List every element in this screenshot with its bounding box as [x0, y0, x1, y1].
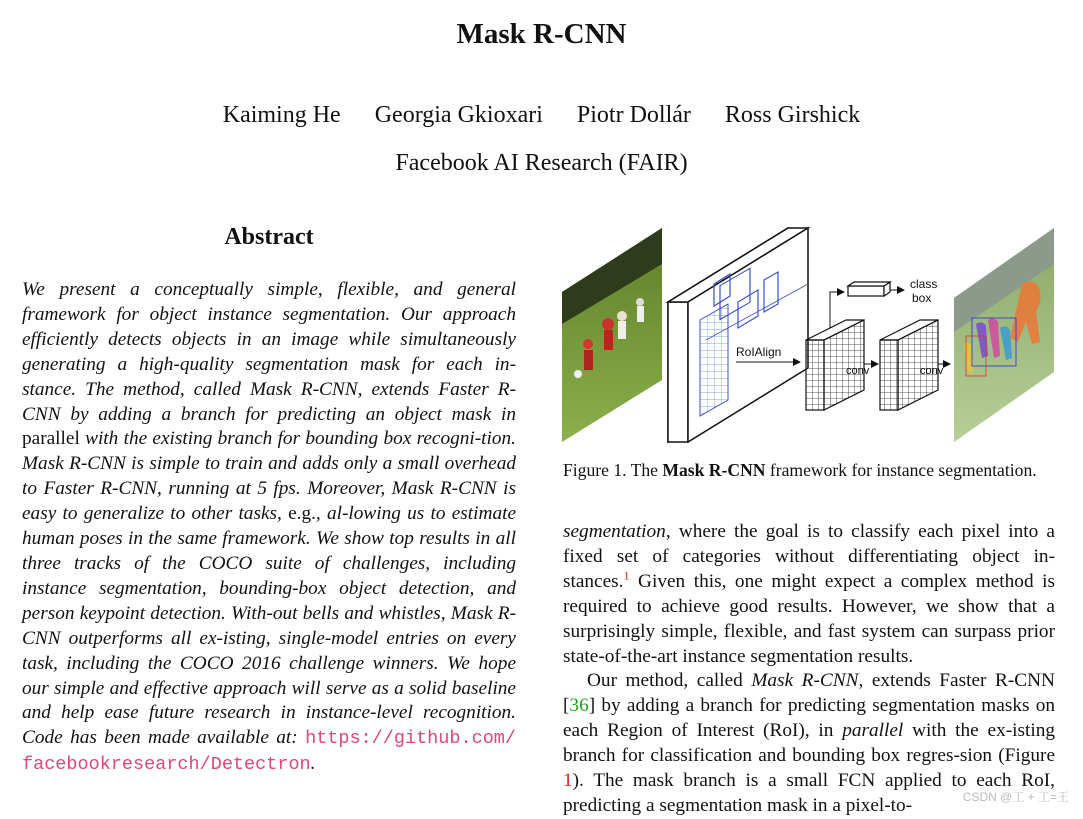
caption-suffix: framework for instance segmentation. — [765, 460, 1037, 480]
author-2: Georgia Gkioxari — [374, 102, 543, 128]
author-list — [0, 102, 1083, 129]
body-text: with the ex-isting branch for classification and bounding box regres-sion (Figure — [563, 720, 1055, 767]
affiliation: Facebook AI Research (FAIR) — [395, 150, 688, 176]
body-column — [563, 520, 1055, 819]
caption-bold: Mask R-CNN — [662, 460, 766, 480]
body-italic-segmentation: segmentation — [563, 521, 666, 542]
box-label: box — [912, 291, 932, 305]
code-url-link[interactable]: https://github.com/ facebookresearch/Detectron — [22, 728, 516, 776]
class-label: class — [910, 277, 938, 291]
backbone-block — [668, 228, 808, 442]
body-paragraph-1 — [563, 520, 1055, 669]
abstract-heading: Abstract — [224, 224, 314, 250]
input-image — [562, 228, 662, 442]
body-text: , extends Faster R-CNN [ — [563, 670, 1055, 717]
abstract-part-2: with the existing branch for bounding box recogni-tion. Mask R-CNN is simple to train and adds only a small overhead to Faster R-CNN, running at 5 fps. Moreover, Mask R-CNN is easy to generalize to other tasks, — [22, 428, 516, 525]
citation-link[interactable]: 36 — [569, 695, 589, 717]
abstract-text — [22, 278, 516, 778]
figure-ref-link[interactable]: 1 — [563, 770, 573, 792]
body-text: ). The mask branch is a small FCN applied to each RoI, predicting a segmentation mask in a pixel-to- — [563, 770, 1055, 816]
abstract-end: . — [310, 753, 316, 775]
abstract-part-1: We present a conceptually simple, flexible, and general framework for object instance segmentation. Our approach efficiently detects objects in an image while simultaneously generating a high-quality segmentation mask for each in-stance. The method, called Mask R-CNN, extends Faster R-CNN by adding a branch for predicting an object mask in — [22, 279, 516, 425]
conv-label-1: conv — [846, 365, 870, 377]
author-1: Kaiming He — [222, 102, 341, 128]
footnote-ref[interactable]: 1 — [623, 568, 630, 583]
body-text: ] by adding a branch for predicting segmentation masks on each Region of Interest (RoI), in — [563, 695, 1055, 742]
author-4: Ross Girshick — [724, 102, 861, 128]
body-text: Given this, one might expect a complex method is required to achieve good results. However, we show that a surprisingly simple, flexible, and fast system can surpass prior state-of-the-art instance segmentation results. — [563, 570, 1055, 667]
abstract-upright-1: parallel — [22, 428, 80, 450]
abstract-part-3: , al-lowing us to estimate human poses in the same framework. We show top results in all three tracks of the COCO suite of challenges, including instance segmentation, bounding-box object detection, and person keypoint detection. With-out bells and whistles, Mask R-CNN outperforms all ex-isting, single-model entries on every task, including the COCO 2016 challenge winners. We hope our simple and effective approach will serve as a solid baseline and help ease future research in instance-level recognition. Code has been made available at: — [22, 503, 516, 749]
figure-caption — [563, 460, 1058, 481]
body-italic-mask-rcnn: Mask R-CNN — [751, 670, 859, 692]
fc-head — [848, 282, 890, 296]
author-3: Piotr Dollár — [576, 102, 691, 128]
output-image — [954, 228, 1054, 442]
body-text: Our method, called — [587, 670, 752, 692]
paper-title: Mask R-CNN — [456, 18, 627, 50]
body-text: , where the goal is to classify each pixel into a fixed set of categories without differentiating object in-stances. — [563, 521, 1055, 592]
body-italic-parallel: parallel — [842, 720, 904, 742]
figure-1 — [560, 224, 1058, 446]
watermark: CSDN @工 + 工=王 — [962, 790, 1069, 804]
roialign-label: RoIAlign — [736, 345, 782, 359]
conv-label-2: conv — [920, 365, 944, 377]
caption-prefix: Figure 1. The — [563, 460, 663, 480]
abstract-upright-2: e.g. — [288, 503, 316, 525]
mask-rcnn-diagram — [560, 224, 1058, 446]
